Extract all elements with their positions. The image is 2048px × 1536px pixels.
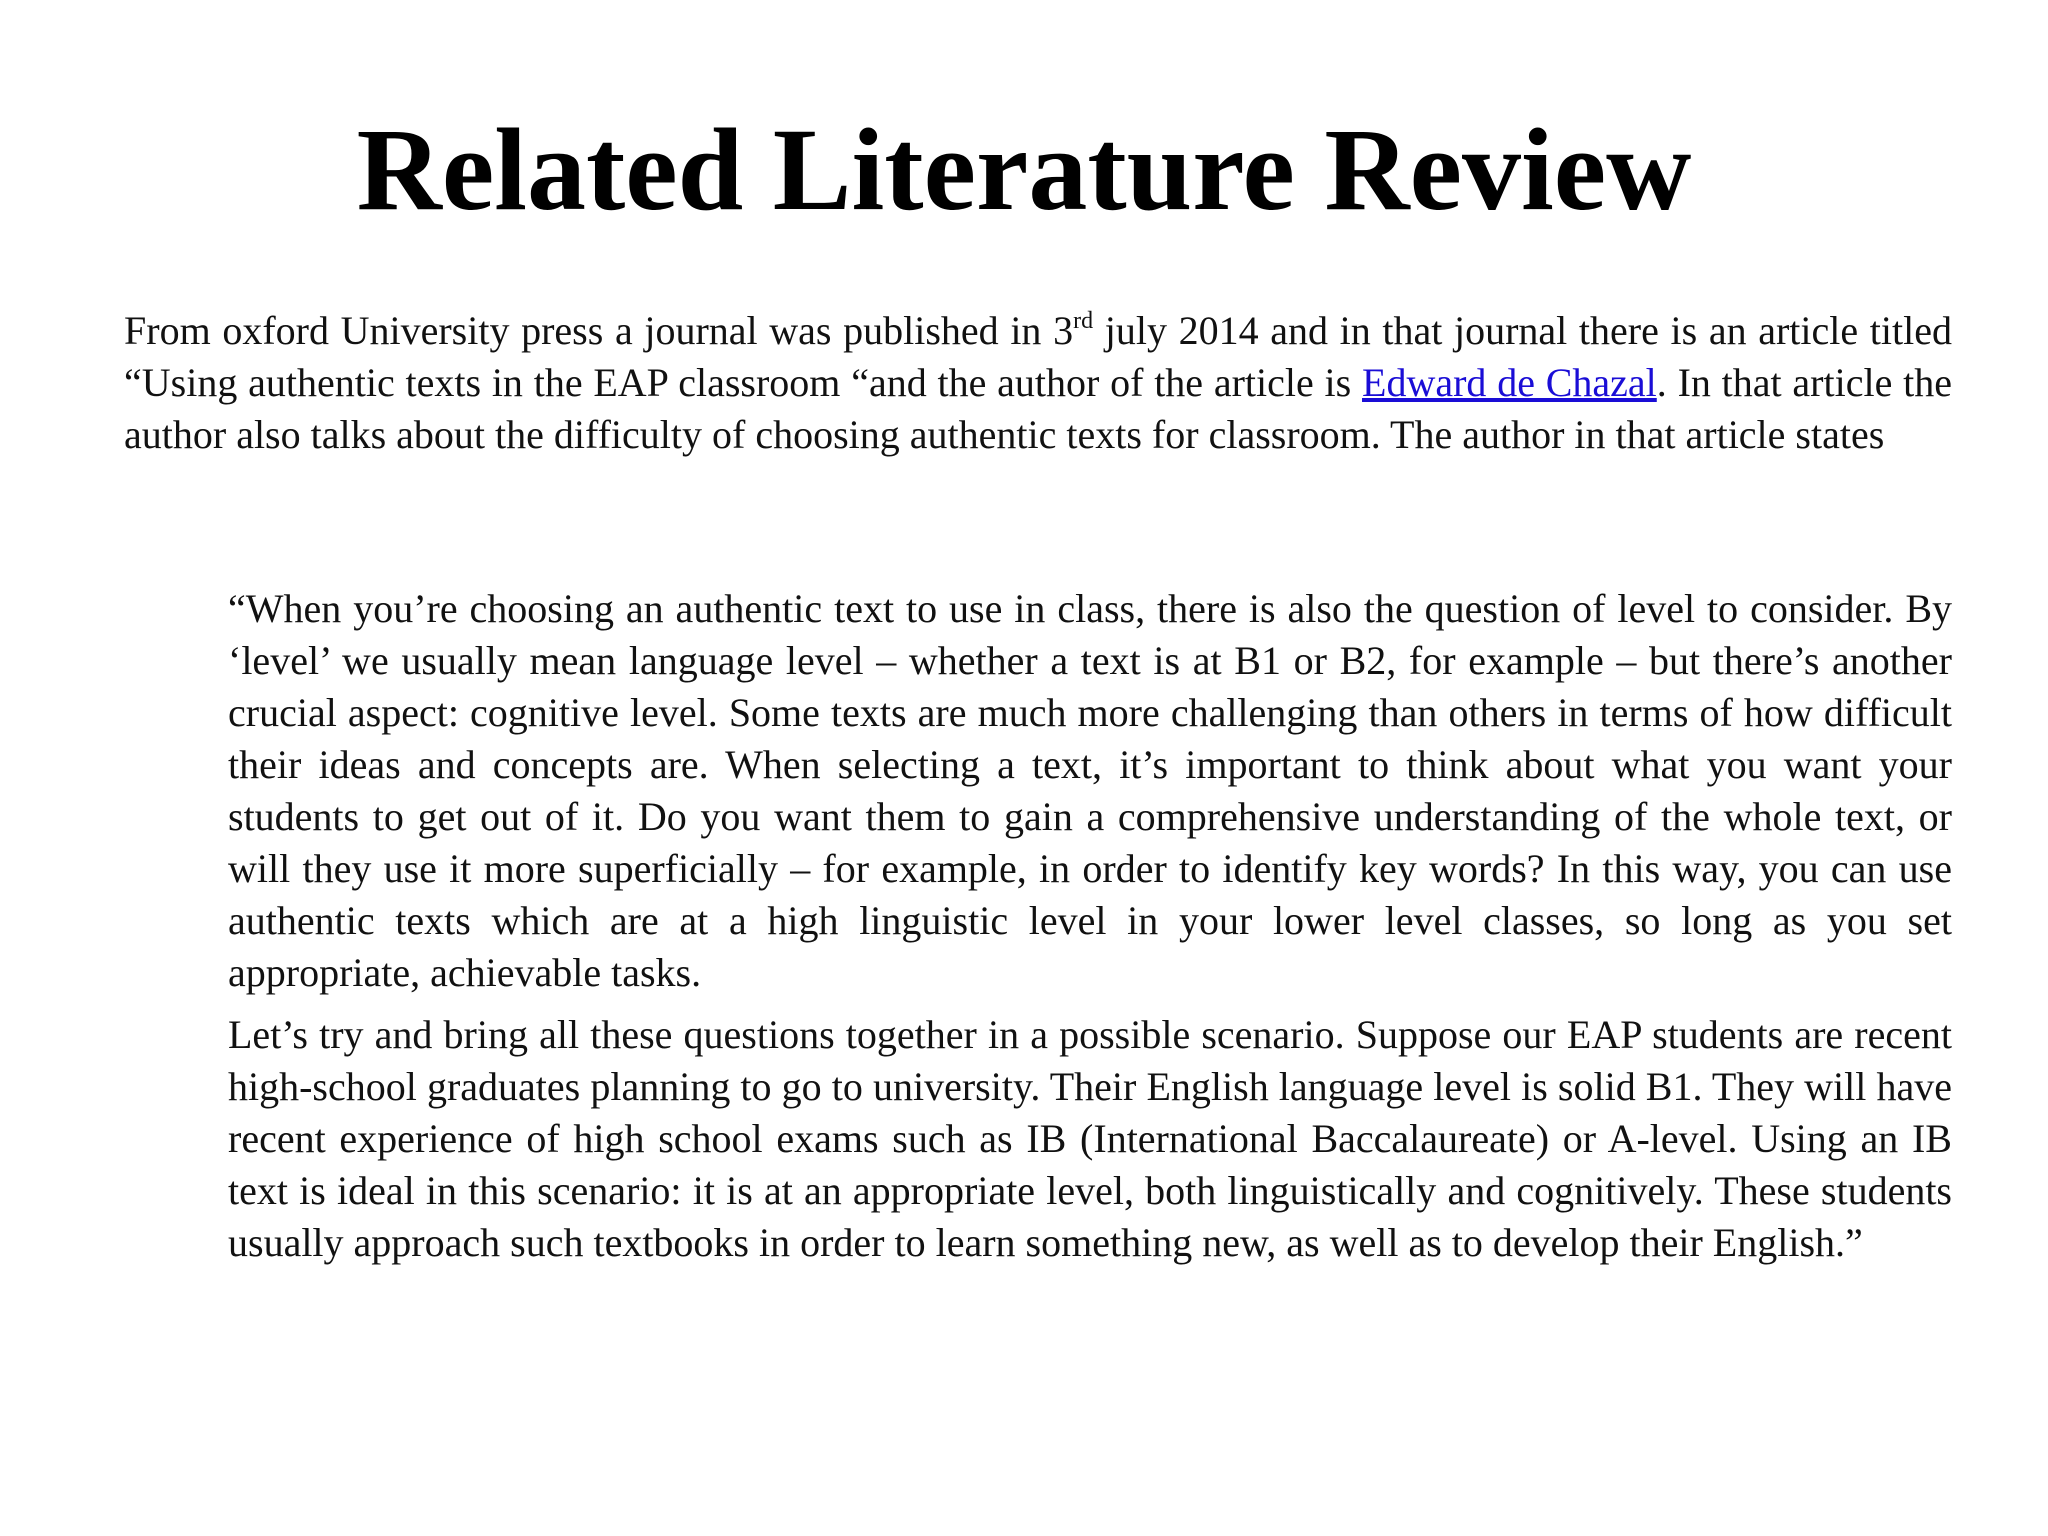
block-quote bbox=[228, 583, 1952, 1279]
intro-paragraph bbox=[124, 305, 1952, 461]
slide-title: Related Literature Review bbox=[356, 104, 1692, 235]
intro-text-part1: From oxford University press a journal was published in 3 bbox=[124, 308, 1074, 353]
ordinal-suffix: rd bbox=[1073, 308, 1094, 334]
quote-paragraph-1: “When you’re choosing an authentic text to use in class, there is also the question of level to consider. By ‘level’ we usually mean language level – whether a text is at B1 or B2, for example – but there’s another crucial aspect: cognitive level. Some texts are much more challenging than others in terms of how difficult their ideas and concepts are. When selecting a text, it’s important to think about what you want your students to get out of it. Do you want them to gain a comprehensive understanding of the whole text, or will they use it more superficially – for example, in order to identify key words? In this way, you can use authentic texts which are at a high linguistic level in your lower level classes, so long as you set appropriate, achievable tasks. bbox=[228, 586, 1952, 995]
intro-text-part2: july 2014 and in that journal there is an article titled “Using authentic texts in the EAP classroom “and the author of the article is bbox=[124, 308, 1952, 405]
author-link[interactable]: Edward de Chazal bbox=[1362, 360, 1657, 405]
quote-paragraph-2: Let’s try and bring all these questions together in a possible scenario. Suppose our EAP students are recent high-school graduates planning to go to university. Their English language level is solid B1. They will have recent experience of high school exams such as IB (International Baccalaureate) or A-level. Using an IB text is ideal in this scenario: it is at an appropriate level, both linguistically and cognitively. These students usually approach such textbooks in order to learn something new, as well as to develop their English.” bbox=[228, 1012, 1952, 1265]
intro-text-part3: . In that article the author also talks about the difficulty of choosing authentic texts for classroom. The author in that article states bbox=[124, 360, 1952, 457]
